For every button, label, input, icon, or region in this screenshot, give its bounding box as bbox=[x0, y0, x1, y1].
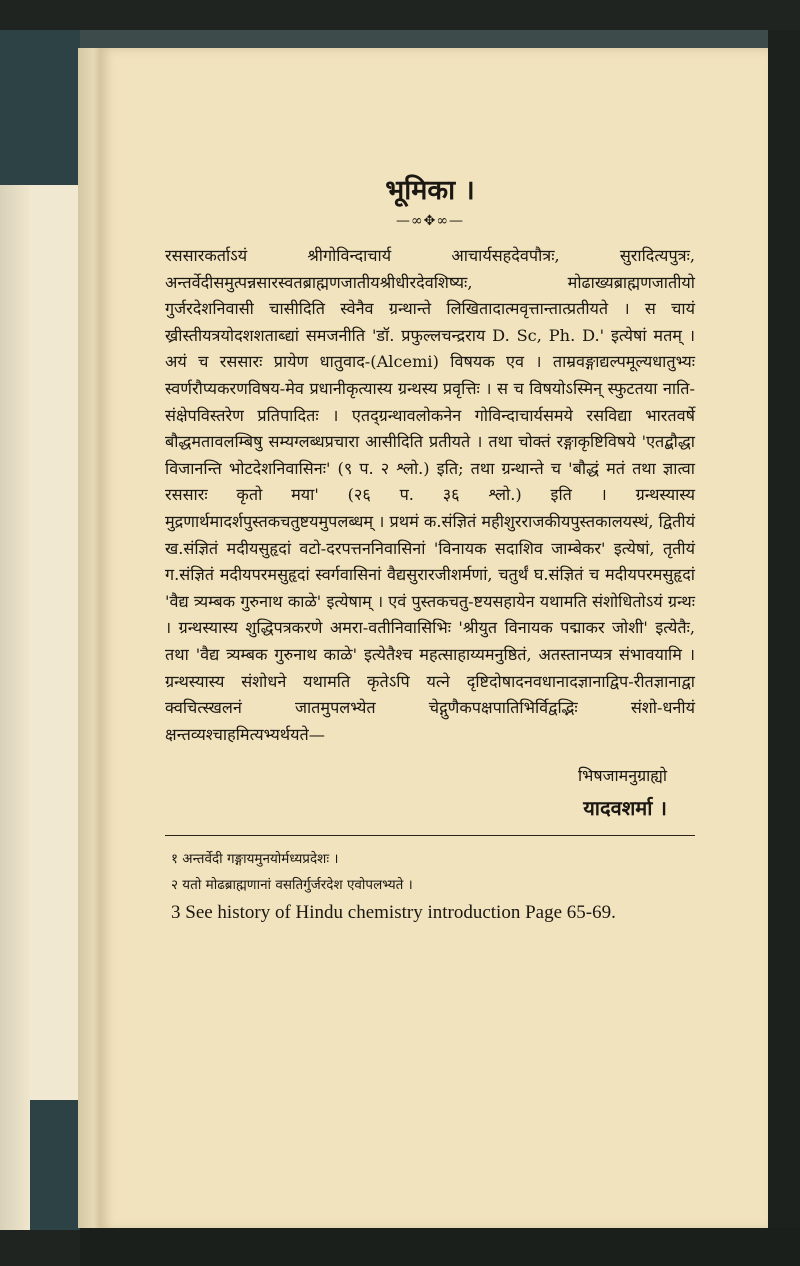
page-title: भूमिका । bbox=[385, 175, 475, 206]
footnote-1: १ अन्तर्वेदी गङ्गायमुनयोर्मध्यप्रदेशः । bbox=[171, 851, 339, 868]
signature-name: यादवशर्मा । bbox=[583, 796, 667, 821]
preface-body: रससारकर्ताऽयं श्रीगोविन्दाचार्य आचार्यसहदेवपौत्रः, सुरादित्यपुत्रः, अन्तर्वेदीसमुत्पन्नसारस्वतब्राह्मणजातीयश्रीधीरदेवशिष्यः, मोढाख्यब्राह्मणजातीयो गुर्जरदेशनिवासी चासीदिति स्वेनैव ग्रन्थान्ते लिखितादात्मवृत्तान्तात्प्रतीयते । स चायं ख्रीस्तीयत्रयोदशशताब्द्यां समजनीति 'डॉ. प्रफुल्लचन्द्रराय D. Sc, Ph. D.' इत्येषां मतम् । अयं च रससारः प्रायेण धातुवाद-(Alcemi) विषयक एव । ताम्रवङ्गाद्यल्पमूल्यधातुभ्यः स्वर्णरौप्यकरणविषय-मेव प्रधानीकृत्यास्य ग्रन्थस्य प्रवृत्तिः । स च विषयोऽस्मिन् स्फुटतया नाति-संक्षेपविस्तरेण प्रतिपादितः । एतद्ग्रन्थावलोकनेन गोविन्दाचार्यसमये रसविद्या भारतवर्षे बौद्धमतावलम्बिषु सम्यग्लब्धप्रचारा आसीदिति प्रतीयते । तथा चोक्तं रङ्गाकृष्टिविषये 'एतद्बौद्धा विजानन्ति भोटदेशनिवासिनः' (९ प. २ श्लो.) इति; तथा ग्रन्थान्ते च 'बौद्धं मतं तथा ज्ञात्वा रससारः कृतो मया' (२६ प. ३६ श्लो.) इति । ग्रन्थस्यास्य मुद्रणार्थमादर्शपुस्तकचतुष्टयमुपलब्धम् । प्रथमं क.संज्ञितं महीशुरराजकीयपुस्तकालयस्थं, द्वितीयं ख.संज्ञितं मदीयसुहृदां वटो-दरपत्तननिवासिनां 'विनायक सदाशिव जाम्बेकर' इत्येषां, तृतीयं ग.संज्ञितं मदीयपरमसुहृदां स्वर्गवासिनां वैद्यसुरारजीशर्मणां, चतुर्थं घ.संज्ञितं च मदीयपरमसुहृदां 'वैद्य त्र्यम्बक गुरुनाथ काळे' इत्येषाम् । एवं पुस्तकचतु-ष्टयसहायेन यथामति संशोधितोऽयं ग्रन्थः । ग्रन्थस्यास्य शुद्धिपत्रकरणे अमरा-वतीनिवासिभिः 'श्रीयुत विनायक पद्माकर जोशी' इत्येतैः, तथा 'वैद्य त्र्यम्बक गुरुनाथ काळे' इत्येतैश्च महत्साहाय्यमनुष्ठितं, अतस्तानप्यत्र संभावयामि । ग्रन्थस्यास्य संशोधने यथामति कृतेऽपि यत्ने दृष्टिदोषादनवधानादज्ञानाद्विप-रीतज्ञानाद्वा क्वचित्स्खलनं जातमुपलभ्येत चेद्गुणैकपक्षपातिभिर्विद्वद्भिः संशो-धनीयं क्षन्तव्यश्चाहमित्यभ्यर्थयते— bbox=[165, 246, 695, 744]
signature-block bbox=[165, 764, 695, 821]
title-ornament: —∞✥∞— bbox=[395, 213, 465, 229]
footnotes bbox=[165, 846, 695, 898]
page-content bbox=[165, 170, 695, 925]
right-background bbox=[768, 30, 800, 1266]
footnote-divider bbox=[165, 835, 695, 836]
bottom-background bbox=[80, 1228, 800, 1266]
footnote-3: 3 See history of Hindu chemistry introduction Page 65-69. bbox=[171, 902, 616, 924]
signature-line-1: भिषजामनुग्राह्यो bbox=[577, 766, 667, 786]
top-edge bbox=[80, 30, 768, 48]
footnote-2: २ यतो मोढब्राह्मणानां वसतिर्गुर्जरदेश एवोपलभ्यते । bbox=[171, 877, 413, 894]
spine-paper bbox=[30, 185, 78, 1100]
previous-page-edge bbox=[0, 30, 30, 1230]
